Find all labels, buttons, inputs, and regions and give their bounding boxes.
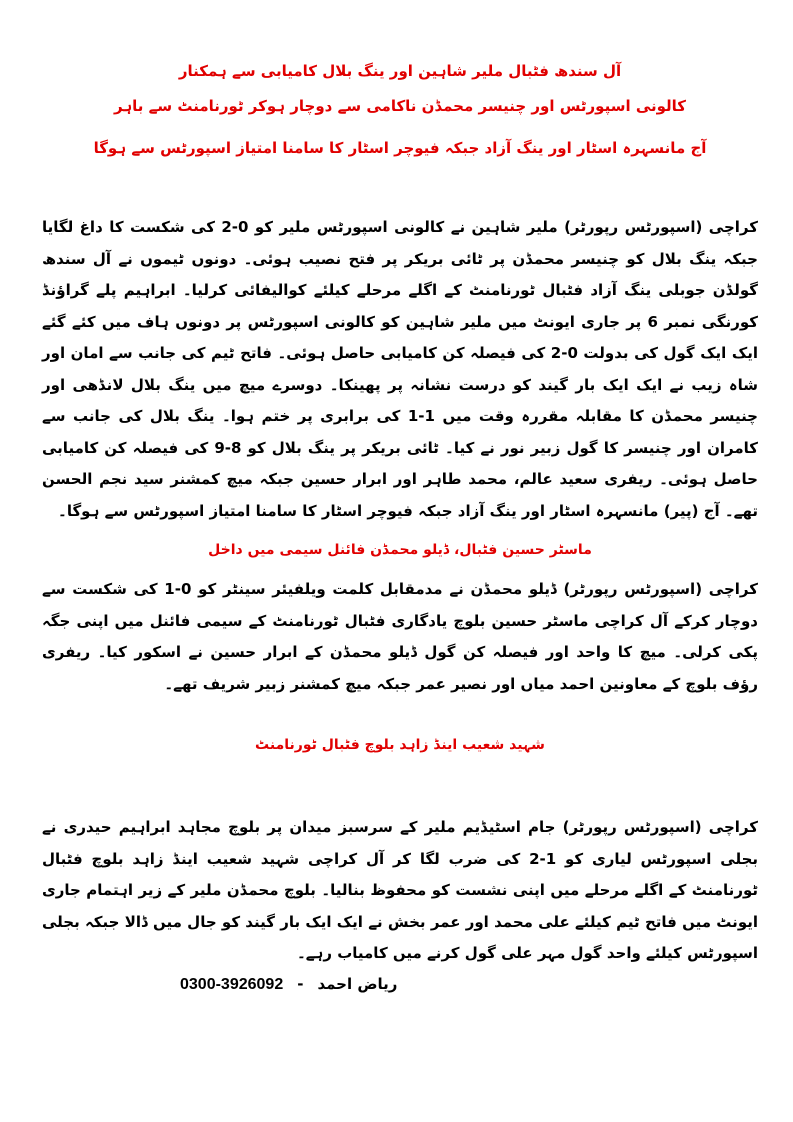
byline-separator: -: [297, 975, 304, 993]
byline-name: ریاض احمد: [317, 975, 398, 993]
story1-headline-3: آج مانسہرہ اسٹار اور ینگ آزاد جبکہ فیوچر اسٹار کا سامنا امتیاز اسپورٹس سے ہوگا: [93, 139, 707, 157]
story2-body: کراچی (اسپورٹس رپورٹر) ڈیلو محمڈن نے مدمقابل کلمت ویلفیئر سینٹر کو 0-1 کی شکست سے دوچار کرکے آل کراچی ماسٹر حسین بلوچ یادگاری فٹبال ٹورنامنٹ کے سیمی فائنل میں اپنی جگہ پکی کرلی۔ میچ کا واحد اور فیصلہ کن گول ڈیلو محمڈن کے ابرار حسین نے اسکور کیا۔ ریفری رؤف بلوچ کے معاونین احمد میاں اور نصیر عمر جبکہ میچ کمشنر زبیر شریف تھے۔: [42, 580, 758, 693]
story3-headline: شہید شعیب اینڈ زاہد بلوچ فٹبال ٹورنامنٹ: [255, 737, 545, 753]
story1-headline-2: کالونی اسپورٹس اور چنیسر محمڈن ناکامی سے دوچار ہوکر ٹورنامنٹ سے باہر: [113, 97, 687, 115]
story1-headline-1: آل سندھ فٹبال ملیر شاہین اور ینگ بلال کامیابی سے ہمکنار: [178, 62, 622, 80]
byline-phone: 0300-3926092: [180, 976, 284, 993]
story3-body: کراچی (اسپورٹس رپورٹر) جام اسٹیڈیم ملیر کے سرسبز میدان پر بلوچ مجاہد ابراہیم حیدری نے بجلی اسپورٹس لیاری کو 1-2 کی ضرب لگا کر آل کراچی شہید شعیب اینڈ زاہد بلوچ فٹبال ٹورنامنٹ کے اگلے مرحلے میں اپنی نشست کو محفوظ بنالیا۔ بلوچ محمڈن ملیر کے زیر اہتمام جاری ایونٹ میں فاتح ٹیم کیلئے علی محمد اور عمر بخش نے ایک ایک بار گیند کو جال میں ڈالا جبکہ بجلی اسپورٹس کیلئے واحد گول مہر علی گول کرنے میں کامیاب رہے۔: [42, 818, 759, 962]
byline: [180, 972, 440, 996]
story2-headline: ماسٹر حسین فٹبال، ڈیلو محمڈن فائنل سیمی میں داخل: [208, 542, 592, 558]
story1-body: کراچی (اسپورٹس رپورٹر) ملیر شاہین نے کالونی اسپورٹس ملیر کو 0-2 کی شکست کا داغ لگایا جبکہ ینگ بلال کو چنیسر محمڈن پر ٹائی بریکر پر فتح نصیب ہوئی۔ دونوں ٹیموں نے آل سندھ گولڈن جوبلی ینگ آزاد فٹبال ٹورنامنٹ کے اگلے مرحلے کیلئے کوالیفائی کرلیا۔ ابراہیم پلے گراؤنڈ کورنگی نمبر 6 پر جاری ایونٹ میں ملیر شاہین کو کالونی اسپورٹس پر دونوں ہاف میں کئے گئے ایک ایک گول کی بدولت 0-2 کی فیصلہ کن کامیابی حاصل ہوئی۔ فاتح ٹیم کی جانب سے امان اور شاہ زیب نے ایک ایک بار گیند کو درست نشانہ پر پھینکا۔ دوسرے میچ میں ینگ بلال لانڈھی اور چنیسر محمڈن کا مقابلہ مقررہ وقت میں 1-1 کی برابری پر ختم ہوا۔ ینگ بلال کی جانب سے کامران اور چنیسر کا گول زبیر نور نے کیا۔ ٹائی بریکر پر ینگ بلال کو 8-9 کی فیصلہ کن کامیابی حاصل ہوئی۔ ریفری سعید عالم، محمد طاہر اور ابرار حسین جبکہ میچ کمشنر سید نجم الحسن تھے۔ آج (پیر) مانسہرہ اسٹار اور ینگ آزاد جبکہ فیوچر اسٹار کا سامنا امتیاز اسپورٹس سے ہوگا۔: [42, 218, 758, 520]
